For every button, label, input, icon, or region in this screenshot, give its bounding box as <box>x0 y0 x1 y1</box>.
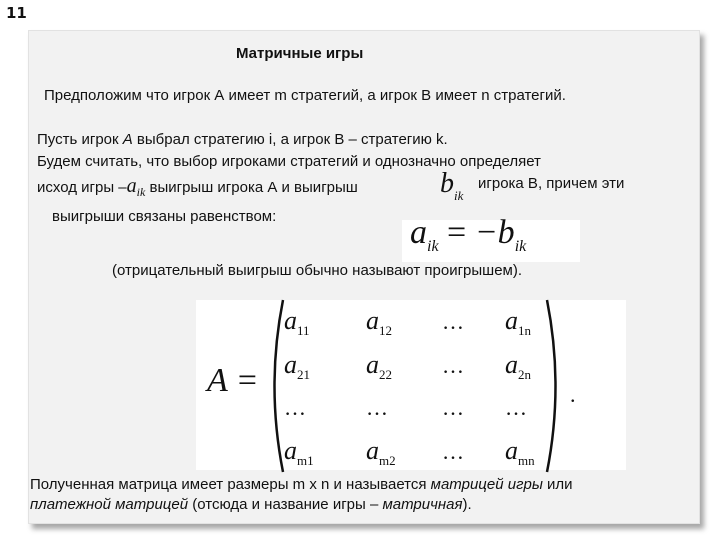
matrix-name: A = <box>207 362 259 399</box>
matrix-cell: $a_{m2}$ <box>366 436 396 468</box>
matrix-cell: $a_{1n}$ <box>505 306 531 338</box>
slide-title: Матричные игры <box>236 45 364 62</box>
matrix-cell: … <box>442 395 464 420</box>
matrix-cell: … <box>442 353 464 378</box>
matrix-cell: $a_{mn}$ <box>505 436 535 468</box>
matrix-cell: $a_{22}$ <box>366 350 392 382</box>
matrix-cell: … <box>505 395 527 420</box>
var-b-ik: $b_{ik}$ <box>440 168 464 203</box>
bottom-line-1: Полученная матрица имеет размеры m x n и называется матрицей игры или <box>30 476 573 493</box>
equation-a-equals-minus-b: $a_{ik} = -b_{ik}$ <box>410 214 527 255</box>
text-line-payoffs: исход игры $-a_{ik}$ выигрыш игрока А и выигрыш <box>37 175 358 199</box>
matrix-period: . <box>570 382 576 407</box>
left-paren <box>263 296 285 476</box>
matrix-cell: … <box>366 395 388 420</box>
matrix-cell: $a_{12}$ <box>366 306 392 338</box>
slide-number: 11 <box>6 4 27 22</box>
text-line-loss: (отрицательный выигрыш обычно называют проигрышем). <box>112 262 523 279</box>
text-line-choice: Пусть игрок A выбрал стратегию i, а игрок В – стратегию k. <box>37 131 448 148</box>
var-a-ik: $a_{ik}$ <box>126 175 146 199</box>
right-paren <box>545 296 567 476</box>
text-line-equality: выигрыши связаны равенством: <box>52 208 277 225</box>
matrix-cell: … <box>442 439 464 464</box>
matrix-cell: $a_{21}$ <box>284 350 310 382</box>
matrix-cell: $a_{2n}$ <box>505 350 531 382</box>
bottom-line-2: платежной матрицей (отсюда и название игры – матричная). <box>30 496 472 513</box>
matrix-cell: $a_{11}$ <box>284 306 310 338</box>
matrix-cell: … <box>442 309 464 334</box>
matrix-cell: $a_{m1}$ <box>284 436 314 468</box>
matrix-cell: … <box>284 395 306 420</box>
text-line-payoffs-end: игрока В, причем эти <box>478 175 625 192</box>
text-line-outcome: Будем считать, что выбор игроками стратегий и однозначно определяет <box>37 153 541 170</box>
text-line-strategies: Предположим что игрок А имеет m стратегий, а игрок В имеет n стратегий. <box>44 87 566 104</box>
